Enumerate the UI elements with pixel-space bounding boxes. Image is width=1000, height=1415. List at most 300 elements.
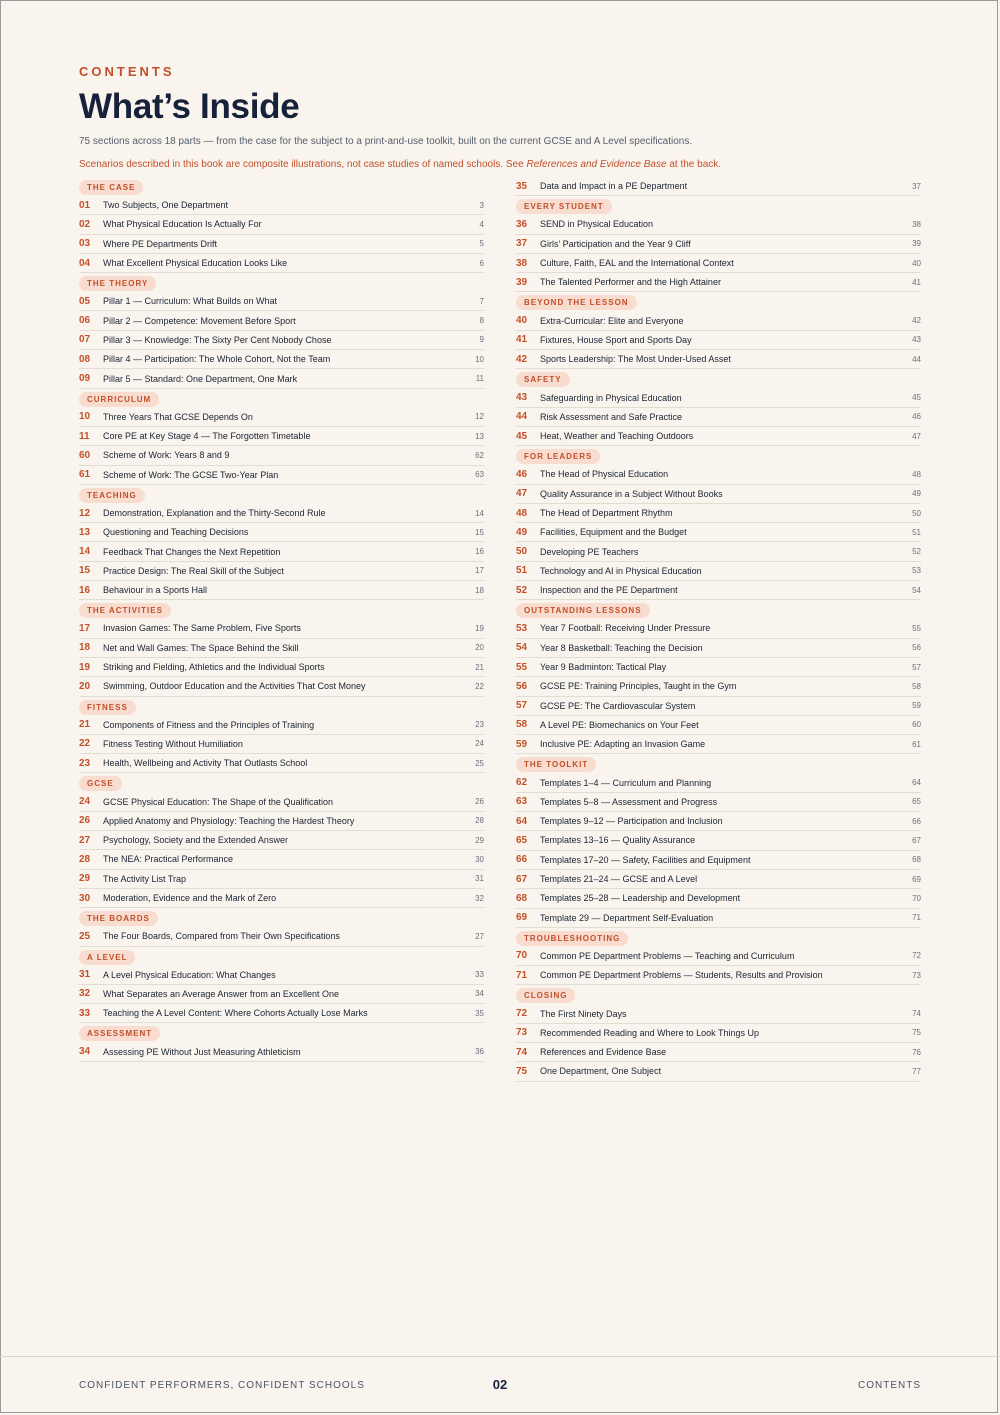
entry-title: SEND in Physical Education [540, 219, 654, 230]
entry-title: What Excellent Physical Education Looks Like [103, 258, 288, 269]
entry-number: 62 [516, 777, 528, 789]
section-label: THE BOARDS [79, 911, 158, 926]
entry-page: 24 [475, 739, 484, 749]
entry-title: Scheme of Work: The GCSE Two-Year Plan [103, 469, 279, 480]
entry-title: Year 7 Football: Receiving Under Pressure [540, 623, 711, 634]
contents-entry[interactable] [516, 235, 921, 254]
entry-number: 14 [79, 546, 91, 558]
entry-title: Technology and AI in Physical Education [540, 565, 702, 576]
section-label: CURRICULUM [79, 392, 159, 407]
contents-section [516, 446, 921, 600]
entry-page: 62 [475, 450, 484, 460]
contents-entry[interactable] [79, 677, 484, 696]
contents-entry[interactable] [516, 1062, 921, 1081]
contents-section [516, 754, 921, 927]
entry-page: 30 [475, 854, 484, 864]
entry-title: Templates 5–8 — Assessment and Progress [540, 796, 718, 807]
entry-title: Heat, Weather and Teaching Outdoors [540, 431, 694, 442]
entry-number: 42 [516, 353, 528, 365]
disclaimer-suffix: at the back. [666, 159, 722, 170]
entry-number: 03 [79, 238, 91, 250]
entry-number: 33 [79, 1007, 91, 1019]
entry-number: 40 [516, 315, 528, 327]
entry-page: 71 [912, 913, 921, 923]
entry-page: 21 [475, 662, 484, 672]
contents-entry[interactable] [516, 697, 921, 716]
contents-entry[interactable] [516, 427, 921, 446]
entry-page: 46 [912, 412, 921, 422]
entry-title: Invasion Games: The Same Problem, Five Sports [103, 623, 301, 634]
entry-page: 45 [912, 393, 921, 403]
contents-section [516, 928, 921, 986]
entry-title: Health, Wellbeing and Activity That Outlasts School [103, 758, 308, 769]
contents-entry[interactable] [516, 485, 921, 504]
entry-title: Pillar 5 — Standard: One Department, One Mark [103, 373, 298, 384]
contents-entry[interactable] [516, 542, 921, 561]
entry-number: 65 [516, 834, 528, 846]
entry-title: GCSE PE: Training Principles, Taught in the Gym [540, 681, 737, 692]
entry-number: 31 [79, 969, 91, 981]
contents-entry[interactable] [516, 350, 921, 369]
entry-page: 11 [475, 374, 484, 384]
entry-page: 38 [912, 219, 921, 229]
contents-entry[interactable] [79, 831, 484, 850]
entry-page: 36 [475, 1047, 484, 1057]
entry-title: Striking and Fielding, Athletics and the Individual Sports [103, 662, 325, 673]
entry-page: 39 [912, 239, 921, 249]
entry-title: The Talented Performer and the High Attainer [540, 277, 721, 288]
footer-book-title: CONFIDENT PERFORMERS, CONFIDENT SCHOOLS [79, 1380, 365, 1391]
section-label: THE ACTIVITIES [79, 603, 171, 618]
entry-title: Year 9 Badminton: Tactical Play [540, 662, 667, 673]
contents-section [516, 196, 921, 292]
entry-number: 51 [516, 565, 528, 577]
entry-title: Templates 25–28 — Leadership and Development [540, 893, 741, 904]
contents-entry[interactable] [516, 1004, 921, 1023]
entry-page: 51 [912, 527, 921, 537]
contents-entry[interactable] [516, 735, 921, 754]
contents-entry[interactable] [79, 1004, 484, 1023]
contents-entry[interactable] [516, 793, 921, 812]
entry-number: 09 [79, 373, 91, 385]
entry-title: One Department, One Subject [540, 1066, 662, 1077]
entry-title: Inclusive PE: Adapting an Invasion Game [540, 739, 706, 750]
entry-number: 21 [79, 719, 91, 731]
contents-entry[interactable] [516, 716, 921, 735]
entry-page: 26 [475, 797, 484, 807]
entry-number: 29 [79, 873, 91, 885]
contents-section [516, 369, 921, 446]
entry-number: 53 [516, 622, 528, 634]
entry-number: 06 [79, 315, 91, 327]
entry-number: 37 [516, 238, 528, 250]
contents-section [79, 908, 484, 946]
section-label: EVERY STUDENT [516, 199, 612, 214]
contents-entry[interactable] [79, 369, 484, 388]
entry-number: 60 [79, 449, 91, 461]
entry-number: 50 [516, 546, 528, 558]
contents-entry[interactable] [79, 523, 484, 542]
entry-title: A Level Physical Education: What Changes [103, 969, 276, 980]
entry-title: The First Ninety Days [540, 1008, 627, 1019]
entry-page: 41 [912, 277, 921, 287]
entry-title: The Four Boards, Compared from Their Own Specifications [103, 931, 340, 942]
contents-entry[interactable] [516, 1024, 921, 1043]
entry-title: Where PE Departments Drift [103, 238, 218, 249]
entry-title: Practice Design: The Real Skill of the Subject [103, 565, 284, 576]
contents-entry[interactable] [79, 927, 484, 946]
entry-title: The Activity List Trap [103, 873, 187, 884]
entry-number: 26 [79, 815, 91, 827]
contents-entry[interactable] [79, 427, 484, 446]
entry-title: Templates 17–20 — Safety, Facilities and Equipment [540, 854, 751, 865]
entry-title: Pillar 2 — Competence: Movement Before Sport [103, 315, 296, 326]
entry-page: 16 [475, 547, 484, 557]
contents-entry[interactable] [516, 870, 921, 889]
section-label: THE CASE [79, 180, 143, 195]
contents-entry[interactable] [516, 677, 921, 696]
entry-page: 27 [475, 931, 484, 941]
contents-entry[interactable] [79, 639, 484, 658]
contents-entry[interactable] [79, 292, 484, 311]
entry-number: 46 [516, 468, 528, 480]
entry-number: 69 [516, 912, 528, 924]
contents-entry[interactable] [79, 792, 484, 811]
contents-entry[interactable] [516, 504, 921, 523]
contents-section [516, 600, 921, 754]
entry-page: 22 [475, 681, 484, 691]
entry-page: 8 [479, 316, 484, 326]
page-footer [0, 1356, 1000, 1415]
entry-page: 61 [912, 739, 921, 749]
entry-title: Templates 1–4 — Curriculum and Planning [540, 777, 712, 788]
entry-page: 63 [475, 470, 484, 480]
entry-title: Feedback That Changes the Next Repetition [103, 546, 281, 557]
contents-section [516, 985, 921, 1081]
entry-title: The NEA: Practical Performance [103, 854, 234, 865]
entry-title: What Physical Education Is Actually For [103, 219, 262, 230]
entry-number: 41 [516, 334, 528, 346]
section-label: FITNESS [79, 700, 136, 715]
entry-number: 57 [516, 700, 528, 712]
entry-page: 70 [912, 893, 921, 903]
entry-number: 43 [516, 392, 528, 404]
entry-number: 49 [516, 526, 528, 538]
entry-page: 56 [912, 643, 921, 653]
entry-number: 01 [79, 199, 91, 211]
entry-page: 68 [912, 855, 921, 865]
entry-page: 35 [475, 1008, 484, 1018]
entry-number: 56 [516, 680, 528, 692]
entry-page: 57 [912, 662, 921, 672]
entry-number: 70 [516, 950, 528, 962]
entry-page: 33 [475, 970, 484, 980]
contents-section [79, 773, 484, 908]
entry-number: 48 [516, 507, 528, 519]
contents-section [79, 177, 484, 273]
entry-page: 28 [475, 816, 484, 826]
contents-entry[interactable] [79, 581, 484, 600]
contents-entry[interactable] [516, 465, 921, 484]
entry-title: A Level PE: Biomechanics on Your Feet [540, 719, 699, 730]
contents-entry[interactable] [79, 254, 484, 273]
entry-title: Two Subjects, One Department [103, 200, 229, 211]
entry-page: 7 [479, 296, 484, 306]
entry-title: Data and Impact in a PE Department [540, 181, 688, 192]
entry-number: 22 [79, 738, 91, 750]
contents-entry[interactable] [516, 177, 921, 196]
entry-number: 17 [79, 622, 91, 634]
contents-entry[interactable] [79, 658, 484, 677]
entry-number: 74 [516, 1046, 528, 1058]
contents-entry[interactable] [79, 311, 484, 330]
contents-section [79, 389, 484, 485]
contents-entry[interactable] [516, 388, 921, 407]
entry-number: 05 [79, 295, 91, 307]
entry-page: 42 [912, 316, 921, 326]
entry-title: Common PE Department Problems — Teaching and Curriculum [540, 950, 795, 961]
entry-number: 35 [516, 180, 528, 192]
contents-entry[interactable] [79, 1042, 484, 1061]
entry-title: References and Evidence Base [540, 1047, 667, 1058]
contents-column-right [516, 177, 921, 1082]
contents-section [79, 273, 484, 388]
contents-entry[interactable] [516, 812, 921, 831]
entry-page: 20 [475, 643, 484, 653]
contents-entry[interactable] [516, 639, 921, 658]
contents-entry[interactable] [516, 619, 921, 638]
entry-number: 20 [79, 680, 91, 692]
contents-entry[interactable] [516, 311, 921, 330]
entry-page: 25 [475, 758, 484, 768]
entry-number: 25 [79, 930, 91, 942]
contents-entry[interactable] [79, 716, 484, 735]
entry-page: 3 [479, 200, 484, 210]
entry-number: 39 [516, 276, 528, 288]
contents-entry[interactable] [516, 408, 921, 427]
entry-number: 16 [79, 584, 91, 596]
section-label: FOR LEADERS [516, 449, 600, 464]
entry-page: 4 [479, 219, 484, 229]
contents-entry[interactable] [516, 966, 921, 985]
entry-page: 47 [912, 431, 921, 441]
entry-number: 27 [79, 834, 91, 846]
contents-entry[interactable] [79, 350, 484, 369]
section-label: ASSESSMENT [79, 1026, 160, 1041]
entry-number: 47 [516, 488, 528, 500]
entry-title: Core PE at Key Stage 4 — The Forgotten Timetable [103, 431, 311, 442]
entry-page: 29 [475, 835, 484, 845]
contents-entry[interactable] [516, 658, 921, 677]
entry-number: 10 [79, 411, 91, 423]
entry-page: 15 [475, 527, 484, 537]
entry-number: 54 [516, 642, 528, 654]
contents-entry[interactable] [79, 735, 484, 754]
entry-number: 72 [516, 1008, 528, 1020]
entry-number: 67 [516, 873, 528, 885]
disclaimer-prefix: Scenarios described in this book are composite illustrations, not case studies of named schools. See [79, 159, 527, 170]
entry-title: Scheme of Work: Years 8 and 9 [103, 450, 230, 461]
contents-entry[interactable] [516, 523, 921, 542]
entry-number: 63 [516, 796, 528, 808]
contents-section [79, 485, 484, 600]
entry-page: 52 [912, 547, 921, 557]
contents-entry[interactable] [516, 581, 921, 600]
entry-title: The Head of Department Rhythm [540, 508, 673, 518]
entry-number: 45 [516, 430, 528, 442]
entry-page: 76 [912, 1047, 921, 1057]
contents-entry[interactable] [79, 446, 484, 465]
entry-number: 38 [516, 257, 528, 269]
entry-title: Templates 13–16 — Quality Assurance [540, 835, 696, 846]
entry-title: Pillar 4 — Participation: The Whole Cohort, Not the Team [103, 354, 331, 365]
section-label: A LEVEL [79, 950, 135, 965]
entry-page: 6 [479, 258, 484, 268]
footer-page-number: 02 [492, 1377, 508, 1392]
entry-page: 5 [479, 239, 484, 249]
contents-entry[interactable] [516, 831, 921, 850]
entry-page: 14 [475, 508, 484, 518]
contents-entry[interactable] [79, 850, 484, 869]
contents-entry[interactable] [79, 408, 484, 427]
contents-entry[interactable] [79, 870, 484, 889]
contents-entry[interactable] [516, 909, 921, 928]
entry-title: Common PE Department Problems — Students, Results and Provision [540, 970, 823, 981]
entry-number: 08 [79, 353, 91, 365]
section-label: BEYOND THE LESSON [516, 295, 637, 310]
contents-entry[interactable] [516, 215, 921, 234]
entry-page: 12 [475, 412, 484, 422]
section-label: GCSE [79, 776, 122, 791]
contents-entry[interactable] [516, 889, 921, 908]
contents-entry[interactable] [79, 966, 484, 985]
entry-number: 23 [79, 757, 91, 769]
contents-entry[interactable] [79, 562, 484, 581]
entry-page: 49 [912, 489, 921, 499]
entry-title: Fixtures, House Sport and Sports Day [540, 334, 692, 345]
entry-title: What Separates an Average Answer from an Excellent One [103, 988, 339, 999]
entry-page: 44 [912, 354, 921, 364]
entry-page: 53 [912, 566, 921, 576]
entry-title: Facilities, Equipment and the Budget [540, 527, 687, 538]
entry-number: 28 [79, 853, 91, 865]
entry-title: The Head of Physical Education [540, 469, 669, 480]
entry-number: 18 [79, 642, 91, 654]
contents-entry[interactable] [516, 851, 921, 870]
entry-title: Psychology, Society and the Extended Answer [103, 835, 288, 846]
contents-entry[interactable] [516, 273, 921, 292]
contents-entry[interactable] [79, 542, 484, 561]
entry-number: 58 [516, 719, 528, 731]
contents-entry[interactable] [79, 812, 484, 831]
entry-number: 75 [516, 1065, 528, 1077]
contents-entry[interactable] [79, 889, 484, 908]
entry-title: Girls’ Participation and the Year 9 Cliff [540, 238, 691, 249]
entry-title: Culture, Faith, EAL and the International Context [540, 258, 734, 269]
entry-number: 04 [79, 257, 91, 269]
entry-number: 24 [79, 796, 91, 808]
contents-entry[interactable] [79, 215, 484, 234]
contents-entry[interactable] [79, 504, 484, 523]
contents-entry[interactable] [516, 562, 921, 581]
disclaimer-reference: References and Evidence Base [526, 159, 667, 170]
footer-section-name: CONTENTS [858, 1380, 921, 1391]
entry-number: 13 [79, 526, 91, 538]
section-label: TEACHING [79, 488, 145, 503]
entry-page: 19 [475, 623, 484, 633]
entry-title: GCSE Physical Education: The Shape of the Qualification [103, 796, 333, 807]
entry-page: 69 [912, 874, 921, 884]
entry-page: 60 [912, 720, 921, 730]
contents-entry[interactable] [79, 235, 484, 254]
entry-page: 9 [479, 335, 484, 345]
entry-page: 77 [912, 1066, 921, 1076]
contents-entry[interactable] [516, 947, 921, 966]
contents-section [79, 600, 484, 696]
entry-title: Demonstration, Explanation and the Thirty-Second Rule [103, 508, 326, 518]
contents-entry[interactable] [79, 754, 484, 773]
entry-title: Questioning and Teaching Decisions [103, 527, 249, 538]
entry-page: 18 [475, 585, 484, 595]
entry-page: 66 [912, 816, 921, 826]
contents-entry[interactable] [516, 1043, 921, 1062]
contents-entry[interactable] [516, 331, 921, 350]
entry-title: Templates 21–24 — GCSE and A Level [540, 874, 698, 885]
section-label: THE THEORY [79, 276, 156, 291]
contents-section [79, 1023, 484, 1061]
contents-entry[interactable] [516, 254, 921, 273]
section-label: CLOSING [516, 988, 575, 1003]
entry-number: 59 [516, 738, 528, 750]
entry-page: 55 [912, 623, 921, 633]
entry-page: 50 [912, 508, 921, 518]
entry-title: Extra-Curricular: Elite and Everyone [540, 315, 684, 326]
entry-page: 74 [912, 1009, 921, 1019]
entry-number: 61 [79, 469, 91, 481]
contents-kicker: CONTENTS [79, 64, 175, 79]
entry-number: 64 [516, 815, 528, 827]
entry-page: 72 [912, 951, 921, 961]
contents-entry[interactable] [516, 773, 921, 792]
entry-number: 12 [79, 507, 91, 519]
entry-number: 19 [79, 661, 91, 673]
entry-page: 13 [475, 431, 484, 441]
entry-page: 17 [475, 566, 484, 576]
entry-page: 73 [912, 970, 921, 980]
entry-title: Risk Assessment and Safe Practice [540, 411, 683, 422]
entry-title: Quality Assurance in a Subject Without Books [540, 488, 723, 499]
entry-title: Swimming, Outdoor Education and the Activities That Cost Money [103, 681, 366, 692]
entry-page: 65 [912, 797, 921, 807]
contents-entry[interactable] [79, 331, 484, 350]
entry-page: 34 [475, 989, 484, 999]
entry-page: 40 [912, 258, 921, 268]
contents-section [79, 947, 484, 1024]
contents-entry[interactable] [79, 466, 484, 485]
entry-title: Teaching the A Level Content: Where Cohorts Actually Lose Marks [103, 1008, 368, 1019]
entry-number: 71 [516, 969, 528, 981]
entry-number: 07 [79, 334, 91, 346]
entry-title: Sports Leadership: The Most Under-Used Asset [540, 354, 731, 365]
contents-entry[interactable] [79, 196, 484, 215]
entry-number: 52 [516, 584, 528, 596]
entry-title: Inspection and the PE Department [540, 585, 678, 596]
entry-title: Recommended Reading and Where to Look Things Up [540, 1027, 759, 1038]
contents-entry[interactable] [79, 619, 484, 638]
contents-entry[interactable] [79, 985, 484, 1004]
entry-number: 32 [79, 988, 91, 1000]
entry-page: 32 [475, 893, 484, 903]
